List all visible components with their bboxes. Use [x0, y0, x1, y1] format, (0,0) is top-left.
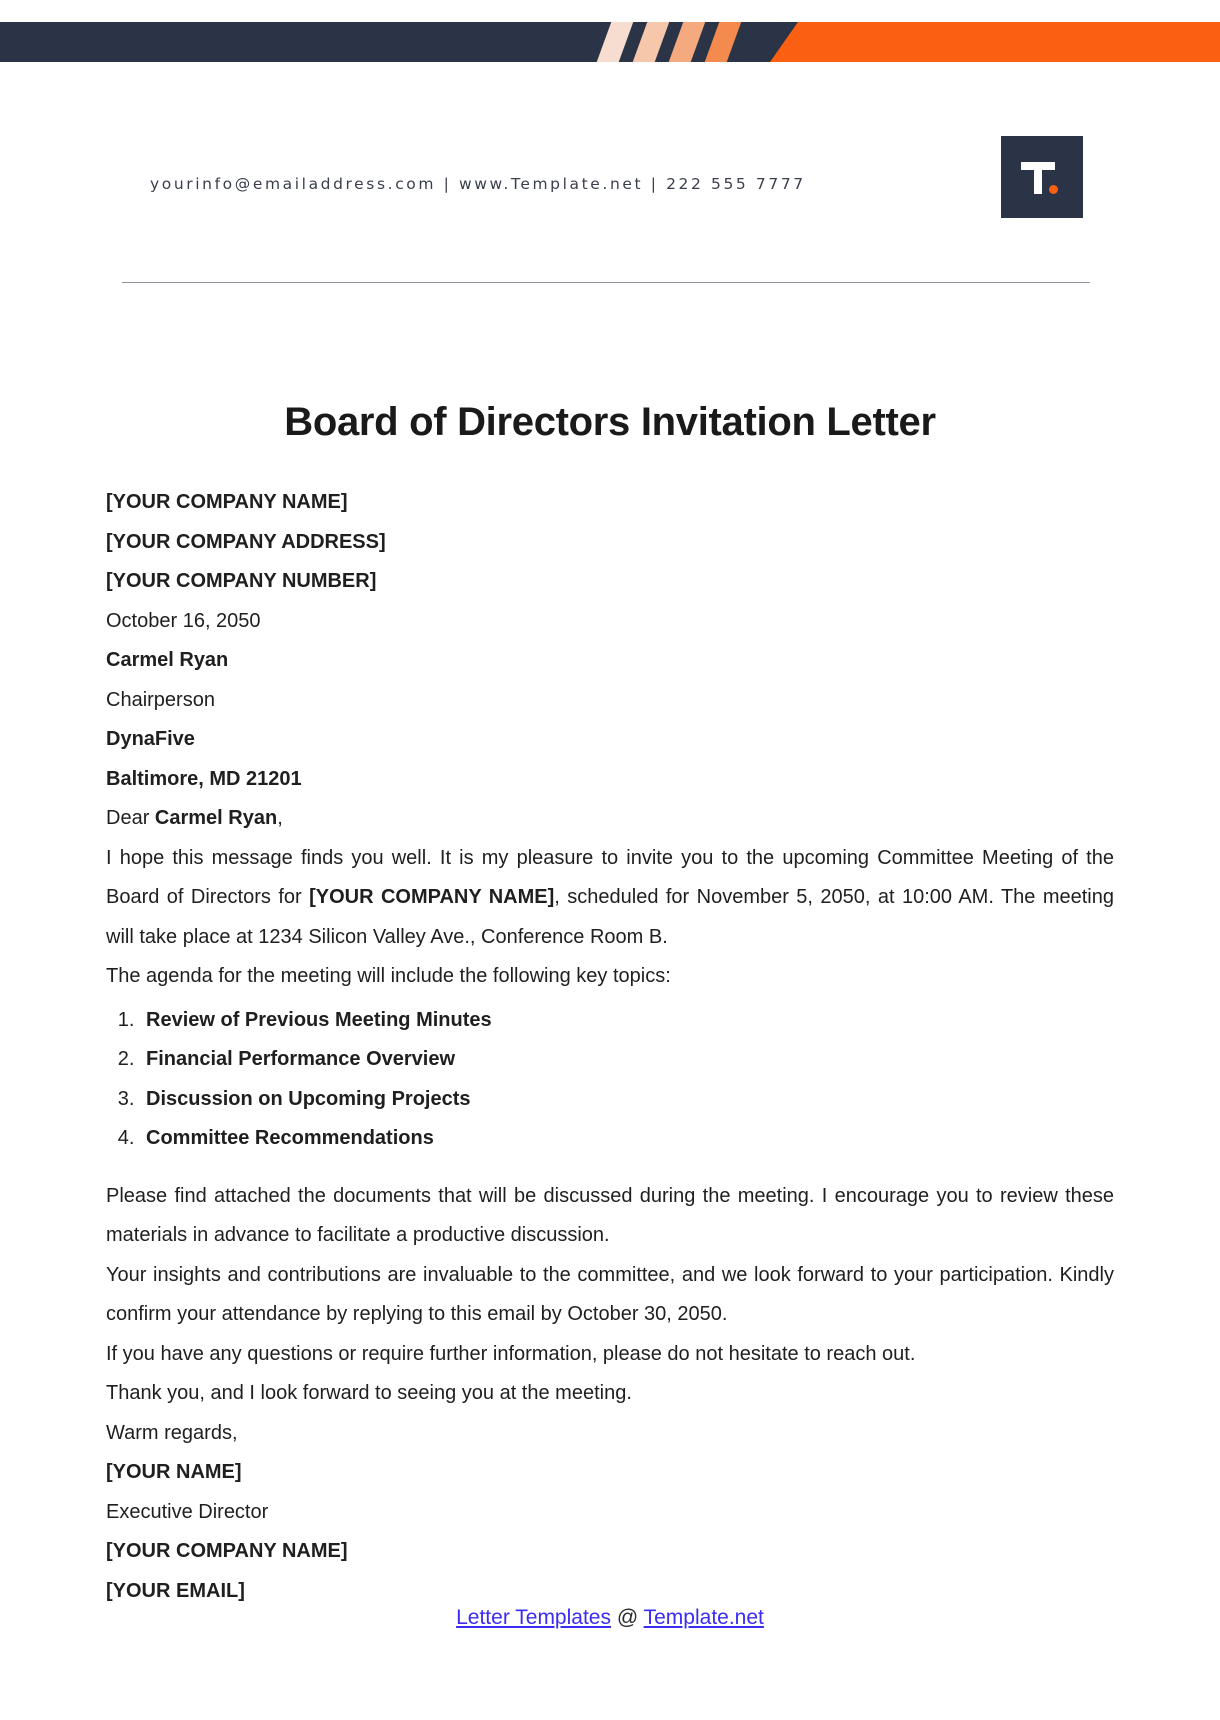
agenda-item: 3. Discussion on Upcoming Projects — [140, 1080, 1114, 1120]
questions-paragraph: If you have any questions or require further information, please do not hesitate to reach out. — [106, 1342, 916, 1365]
recipient-name: Carmel Ryan — [106, 649, 229, 671]
thanks-paragraph: Thank you, and I look forward to seeing you at the meeting. — [106, 1382, 632, 1404]
signature-name: [YOUR NAME] — [106, 1461, 242, 1483]
brand-logo — [1001, 136, 1083, 218]
logo-t-icon — [1019, 156, 1065, 198]
agenda-spacer — [106, 1159, 1114, 1177]
letterhead-contact-row — [0, 130, 1220, 230]
agenda-item: 1. Review of Previous Meeting Minutes — [140, 1001, 1114, 1041]
logo-t-stem — [1034, 162, 1042, 194]
recipient-title: Chairperson — [106, 688, 215, 711]
header-decorative-band — [0, 22, 1220, 62]
letterhead-divider — [122, 282, 1090, 283]
intro-paragraph — [106, 839, 1114, 958]
contact-info-line: yourinfo@emailaddress.com | www.Template.net | 222 555 7777 — [150, 175, 806, 193]
footer-link-template-net[interactable]: Template.net — [643, 1606, 764, 1629]
salutation-suffix: , — [277, 807, 283, 829]
signature-company: [YOUR COMPANY NAME] — [106, 1540, 348, 1562]
recipient-location: Baltimore, MD 21201 — [106, 767, 302, 790]
closing-salutation: Warm regards, — [106, 1421, 238, 1444]
recipient-company: DynaFive — [106, 728, 195, 750]
letter-date: October 16, 2050 — [106, 609, 261, 632]
contributions-paragraph: Your insights and contributions are invaluable to the committee, and we look forward to your participation. Kindly confirm your attendance by replying to this email by October 30, 2050. — [106, 1263, 1114, 1325]
letter-body — [106, 400, 1114, 1611]
intro-text-part2: , scheduled for November 5, 2050, at 10:00 AM. The meeting will take place at 1234 Silicon Valley Ave., Conference Room B. — [106, 886, 1114, 948]
footer-link-letter-templates[interactable]: Letter Templates — [456, 1606, 611, 1629]
sender-company-number: [YOUR COMPANY NUMBER] — [106, 570, 377, 592]
salutation-prefix: Dear — [106, 807, 155, 829]
agenda-list — [106, 1001, 1114, 1159]
sender-company-address: [YOUR COMPANY ADDRESS] — [106, 530, 386, 553]
logo-orange-dot-icon — [1049, 185, 1058, 194]
page-title: Board of Directors Invitation Letter — [284, 400, 936, 444]
agenda-item: 4. Committee Recommendations — [140, 1119, 1114, 1159]
intro-text-part1: I hope this message finds you well. It is my pleasure to invite you to the upcoming Committee Meeting of the Board of Directors for — [106, 846, 1114, 908]
footer-separator: @ — [616, 1606, 639, 1629]
agenda-lead-in: The agenda for the meeting will include the following key topics: — [106, 965, 671, 987]
intro-company-placeholder: [YOUR COMPANY NAME] — [309, 886, 555, 908]
signature-title: Executive Director — [106, 1500, 269, 1523]
header-orange-bar — [770, 22, 1220, 62]
salutation — [106, 799, 1114, 839]
agenda-item: 2. Financial Performance Overview — [140, 1040, 1114, 1080]
attachments-paragraph: Please find attached the documents that will be discussed during the meeting. I encourage you to review these materials in advance to facilitate a productive discussion. — [106, 1184, 1114, 1246]
signature-email: [YOUR EMAIL] — [106, 1579, 245, 1602]
salutation-name: Carmel Ryan — [154, 807, 278, 829]
footer — [0, 1606, 1220, 1630]
sender-company-name: [YOUR COMPANY NAME] — [106, 491, 348, 513]
